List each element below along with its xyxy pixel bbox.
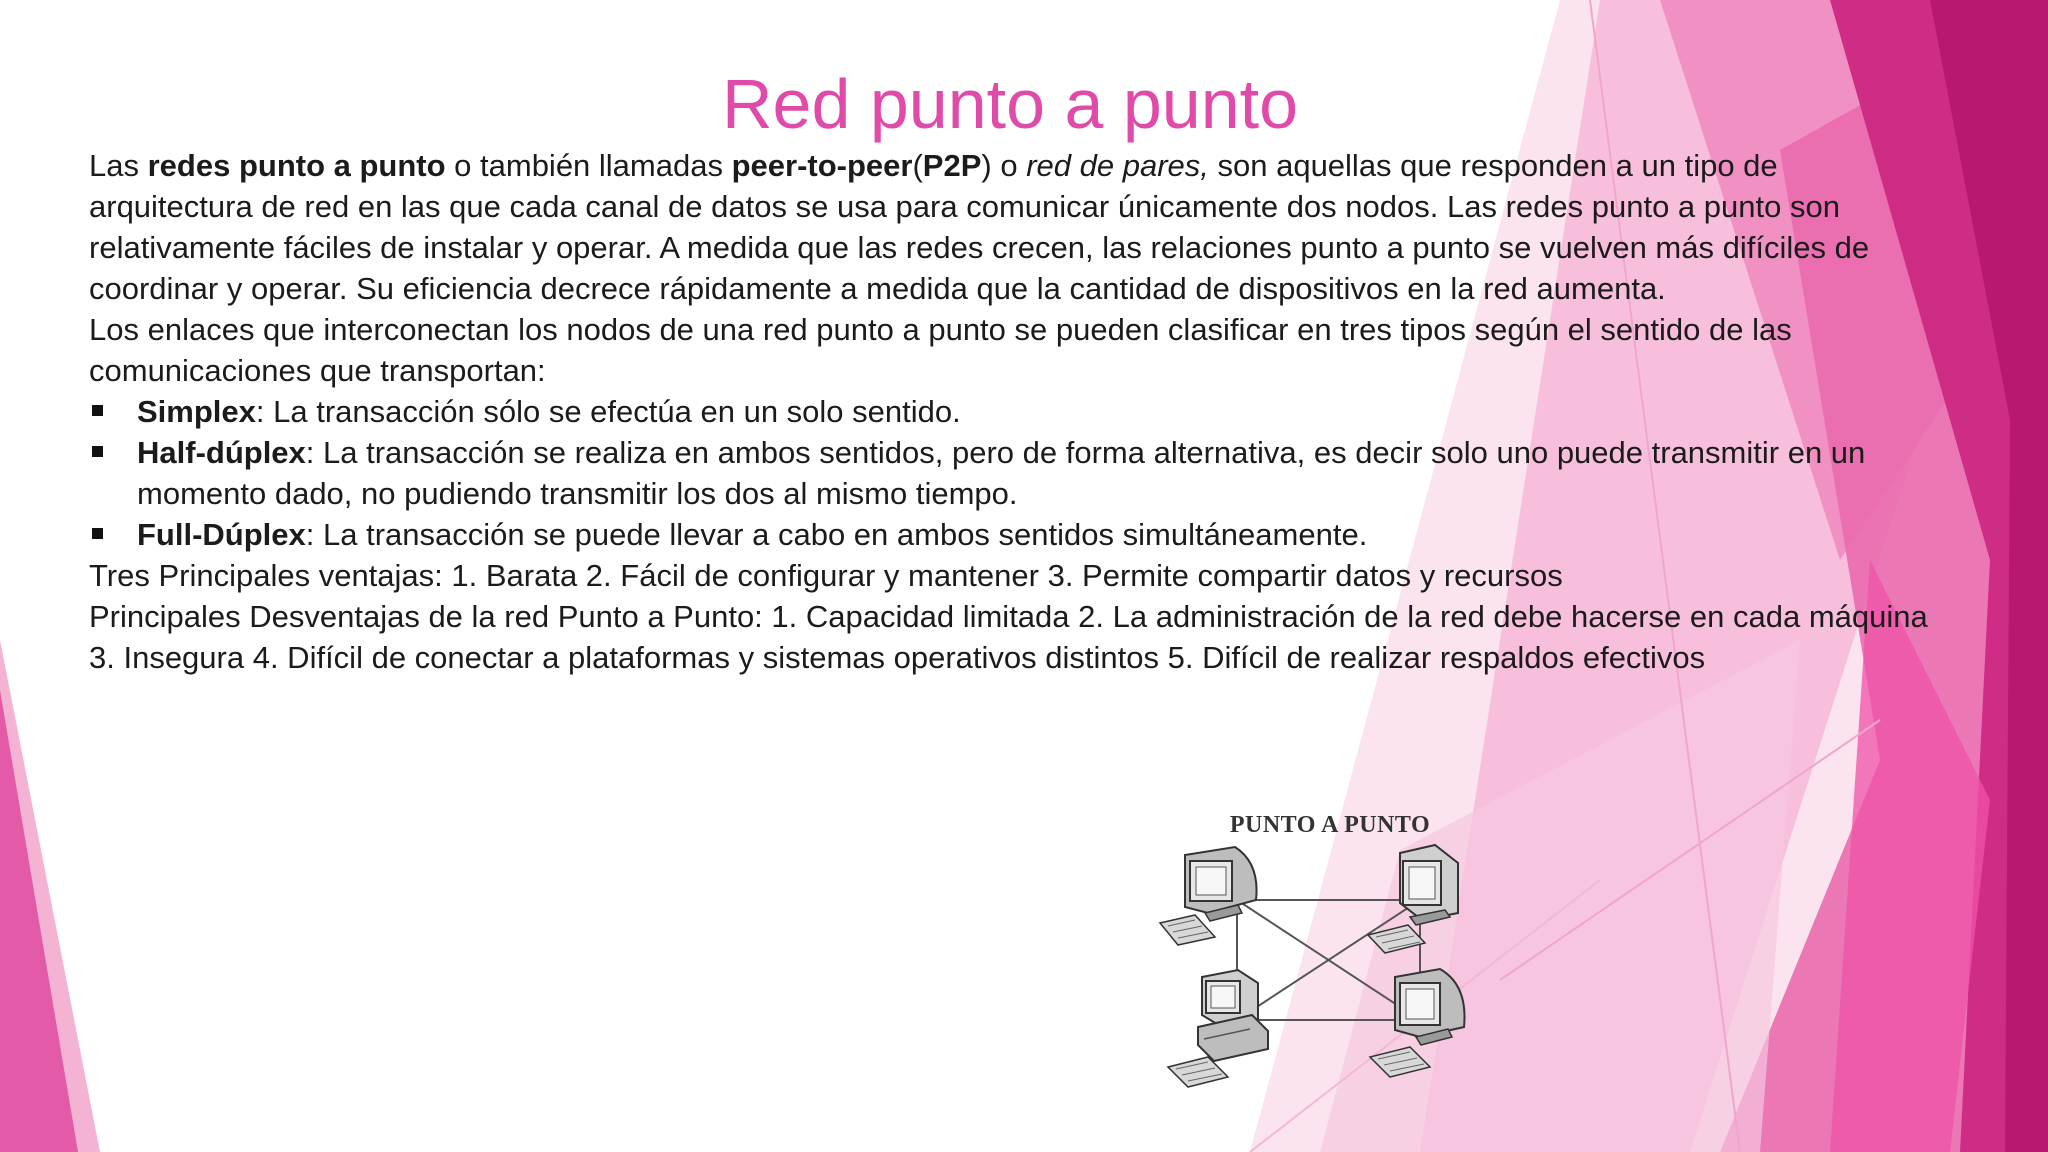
list-item-text: : La transacción se puede llevar a cabo en ambos sentidos simultáneamente.	[305, 517, 1368, 552]
links-intro-paragraph: Los enlaces que interconectan los nodos de una red punto a punto se pueden clasificar en tres tipos según el sentido de las comunicaciones que transportan:	[89, 312, 1792, 388]
list-item-term: Half-dúplex	[137, 435, 306, 470]
intro-text-3: (	[912, 148, 923, 183]
list-item-term: Full-Dúplex	[137, 517, 306, 552]
computer-icon	[1395, 969, 1465, 1045]
intro-text-4: ) o	[981, 148, 1027, 183]
computer-icon	[1185, 847, 1257, 921]
intro-bold-term-1: redes punto a punto	[147, 148, 446, 183]
list-item-text: : La transacción sólo se efectúa en un solo sentido.	[255, 394, 961, 429]
intro-italic-term: red de pares,	[1026, 148, 1209, 183]
list-item-text: : La transacción se realiza en ambos sentidos, pero de forma alternativa, es decir solo uno puede transmitir en un momento dado, no pudiendo transmitir los dos al mismo tiempo.	[137, 435, 1866, 511]
diagram-title: PUNTO A PUNTO	[1229, 812, 1431, 838]
intro-bold-term-2: peer-to-peer	[731, 148, 913, 183]
intro-text-2: o también llamadas	[445, 148, 732, 183]
intro-text-1: Las	[89, 148, 148, 183]
intro-paragraph	[89, 145, 1939, 309]
keyboard-icon	[1168, 1057, 1228, 1087]
list-item-half-duplex	[89, 432, 1939, 514]
bullet-square-icon	[92, 446, 103, 457]
computer-icon	[1400, 845, 1458, 925]
page-title: Red punto a punto	[721, 65, 1299, 143]
point-to-point-diagram	[1140, 805, 1500, 1105]
bullet-square-icon	[92, 528, 103, 539]
keyboard-icon	[1160, 915, 1215, 945]
intro-text-5: son aquellas que responden a un tipo de arquitectura de red en las que cada canal de datos se usa para comunicar únicamente dos nodos. Las redes punto a punto son relativamente fáciles de instalar y operar. A medida que las redes crecen, las relaciones punto a punto se vuelven más difíciles de coordinar y operar. Su eficiencia decrece rápidamente a medida que la cantidad de dispositivos en la red aumenta.	[89, 148, 1870, 306]
list-item-full-duplex	[89, 514, 1939, 555]
bullet-square-icon	[92, 405, 103, 416]
slide-body	[89, 145, 1939, 678]
list-item-simplex	[89, 391, 1939, 432]
list-item-term: Simplex	[137, 394, 256, 429]
desktop-tower-icon	[1198, 970, 1268, 1061]
intro-bold-term-3: P2P	[922, 148, 982, 183]
disadvantages-paragraph: Principales Desventajas de la red Punto a Punto: 1. Capacidad limitada 2. La administración de la red debe hacerse en cada máquina 3. Insegura 4. Difícil de conectar a plataformas y sistemas operativos distintos 5. Difícil de realizar respaldos efectivos	[89, 599, 1928, 675]
advantages-paragraph: Tres Principales ventajas: 1. Barata 2. Fácil de configurar y mantener 3. Permite compartir datos y recursos	[89, 558, 1563, 593]
keyboard-icon	[1370, 1047, 1430, 1077]
link-types-list	[89, 391, 1939, 555]
